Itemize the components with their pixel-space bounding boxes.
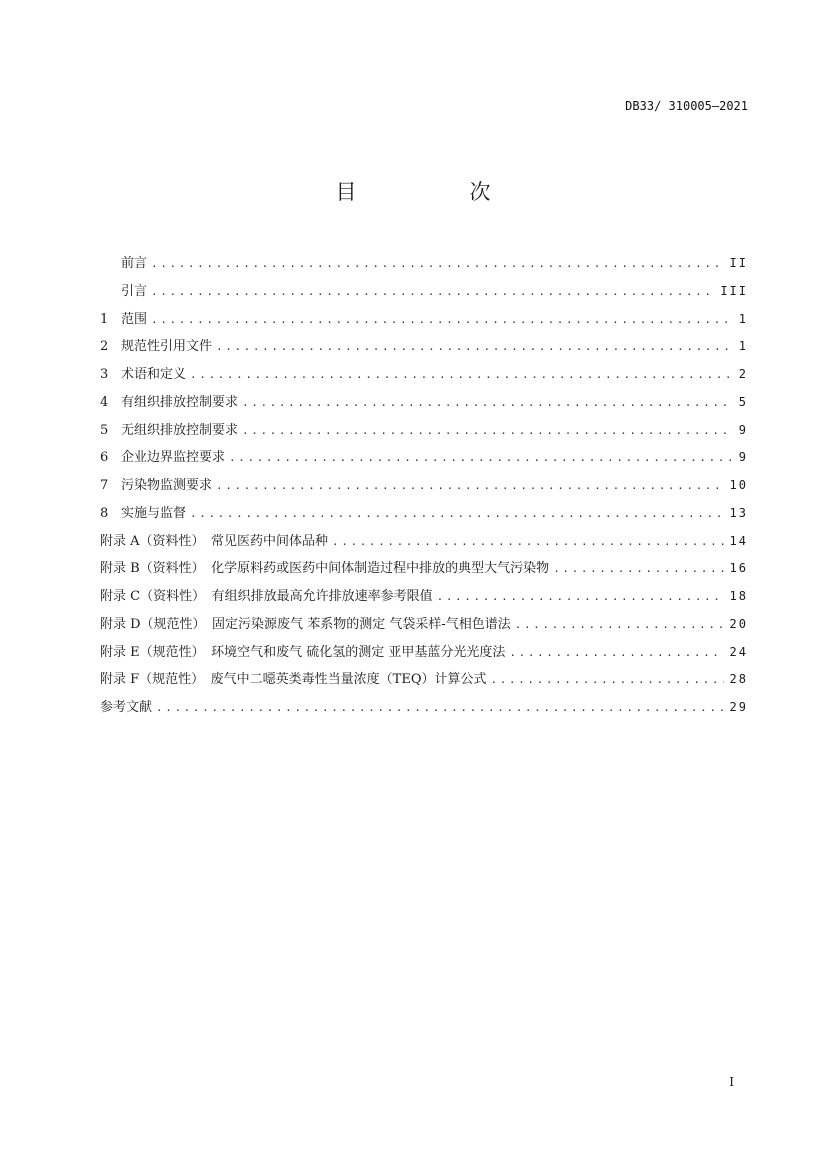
toc-entry[interactable]: [100, 361, 748, 389]
toc-entry-page: 24: [729, 644, 748, 659]
page-title: 目 次: [335, 180, 537, 204]
dot-leader: [490, 666, 723, 694]
toc-entry-label: 附录 E（规范性） 环境空气和废气 硫化氢的测定 亚甲基蓝分光光度法: [100, 644, 506, 660]
toc-entry[interactable]: [100, 278, 748, 306]
toc-entry-label: 附录 B（资料性） 化学原料药或医药中间体制造过程中排放的典型大气污染物: [100, 561, 550, 577]
toc-entry-number: 6: [100, 450, 109, 466]
dot-leader: [242, 389, 733, 417]
toc-entry-page: 9: [738, 450, 748, 465]
dot-leader: [190, 500, 724, 528]
dot-leader: [190, 361, 733, 389]
toc-entry[interactable]: [100, 306, 748, 334]
toc-entry[interactable]: [100, 444, 748, 472]
toc-entry-label: 附录 F（规范性） 废气中二噁英类毒性当量浓度（TEQ）计算公式: [100, 672, 487, 688]
toc-entry-page: 2: [738, 367, 748, 381]
toc-entry-page: 1: [738, 339, 748, 354]
toc-entry-label: 附录 C（资料性） 有组织排放最高允许排放速率参考限值: [100, 589, 433, 604]
dot-leader: [509, 639, 723, 667]
toc-entry[interactable]: [100, 333, 748, 361]
toc-entry[interactable]: [100, 694, 748, 722]
dot-leader: [437, 583, 724, 611]
toc-entry-label: 7 污染物监测要求: [100, 472, 212, 500]
dot-leader: [216, 333, 733, 361]
toc-entry[interactable]: [100, 528, 748, 556]
toc-entry[interactable]: [100, 583, 748, 611]
toc-entry-page: 9: [738, 422, 748, 437]
document-code: DB33/ 310005—2021: [625, 99, 748, 113]
dot-leader: [229, 444, 733, 472]
toc-entry-label: 1 范围: [100, 306, 147, 334]
toc-entry[interactable]: [100, 555, 748, 583]
dot-leader: [151, 306, 733, 334]
toc-entry-page: 16: [729, 561, 748, 576]
toc-entry-page: 28: [729, 672, 748, 687]
toc-entry[interactable]: [100, 611, 748, 639]
toc-entry-label: 6 企业边界监控要求: [100, 444, 225, 472]
dot-leader: [242, 417, 733, 445]
toc-entry-page: 10: [729, 478, 748, 492]
toc-entry-number: 1: [100, 311, 109, 327]
toc-entry-page: II: [729, 256, 748, 270]
toc-entry-number: 5: [100, 422, 109, 438]
toc-entry-page: 20: [729, 616, 748, 631]
dot-leader: [156, 694, 724, 722]
dot-leader: [515, 611, 724, 639]
toc-entry-number: 8: [100, 505, 109, 521]
toc-entry[interactable]: [100, 500, 748, 528]
toc-entry[interactable]: [100, 250, 748, 278]
toc-entry-page: III: [720, 283, 748, 298]
toc-entry-page: 14: [729, 533, 748, 548]
toc-entry-label: 引言: [121, 283, 148, 299]
toc-entry[interactable]: [100, 472, 748, 500]
dot-leader: [151, 250, 724, 278]
toc-entry-label: 3 术语和定义: [100, 361, 186, 389]
dot-leader: [553, 555, 723, 583]
toc-entry-label: 2 规范性引用文件: [100, 333, 212, 361]
dot-leader: [332, 528, 724, 556]
toc-entry-number: 2: [100, 339, 109, 355]
toc-entry-page: 18: [729, 589, 748, 603]
toc-entry[interactable]: [100, 389, 748, 417]
toc-entry-label: 附录 A（资料性） 常见医药中间体品种: [100, 533, 329, 549]
toc-entry-label: 4 有组织排放控制要求: [100, 389, 238, 417]
toc-entry[interactable]: [100, 639, 748, 667]
toc-entry-number: 3: [100, 367, 109, 382]
toc-entry-label: 5 无组织排放控制要求: [100, 417, 238, 445]
toc-entry-label: 前言: [121, 256, 148, 271]
page-number: I: [729, 1075, 734, 1089]
dot-leader: [216, 472, 724, 500]
toc-entry[interactable]: [100, 666, 748, 694]
toc-entry-label: 附录 D（规范性） 固定污染源废气 苯系物的测定 气袋采样-气相色谱法: [100, 616, 511, 632]
toc-entry-number: 7: [100, 478, 109, 493]
dot-leader: [151, 278, 714, 306]
toc-entry-number: 4: [100, 394, 109, 410]
toc-entry-page: 5: [738, 394, 748, 409]
toc-entry-page: 13: [729, 505, 748, 520]
toc-entry-label: 参考文献: [100, 700, 153, 715]
table-of-contents: [100, 250, 748, 722]
toc-entry-label: 8 实施与监督: [100, 500, 186, 528]
toc-entry-page: 29: [729, 700, 748, 714]
toc-entry-page: 1: [738, 311, 748, 326]
toc-entry[interactable]: [100, 417, 748, 445]
